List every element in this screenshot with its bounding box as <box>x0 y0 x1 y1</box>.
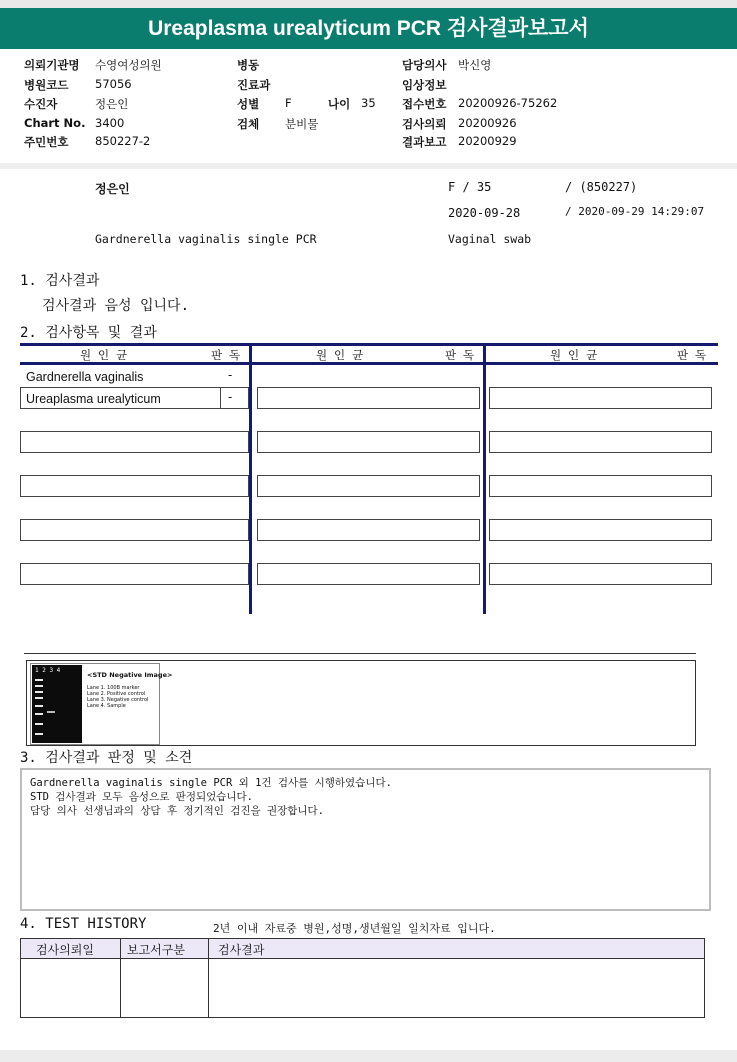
col-organism-1: 원 인 균 <box>80 348 128 362</box>
ward-label: 병동 <box>237 58 260 72</box>
col-organism-3: 원 인 균 <box>550 348 598 362</box>
opinion-line: Gardnerella vaginalis single PCR 외 1건 검사를 시행하였습니다. <box>30 777 392 789</box>
summary-date-reported: / 2020-09-29 14:29:07 <box>565 205 705 218</box>
dept-label: 진료과 <box>237 78 271 92</box>
table-divider-2 <box>483 346 486 614</box>
bottom-strip <box>0 1050 737 1062</box>
empty-cell <box>489 475 712 497</box>
id-value: 850227-2 <box>95 134 151 148</box>
chart-value: 3400 <box>95 116 125 130</box>
code-value: 57056 <box>95 77 132 91</box>
opinion-line: STD 검사결과 모두 음성으로 판정되었습니다. <box>30 791 254 803</box>
col-judgement-3: 판 독 <box>677 348 707 362</box>
empty-cell <box>489 563 712 585</box>
col-judgement-1: 판 독 <box>211 348 241 362</box>
sex-label: 성별 <box>237 97 260 111</box>
patient-label: 수진자 <box>24 97 58 111</box>
specimen-label: 검체 <box>237 117 260 131</box>
institution-label: 의뢰기관명 <box>24 58 80 72</box>
opinion-line: 담당 의사 선생님과의 상담 후 정기적인 검진을 권장합니다. <box>30 805 325 817</box>
summary-test: Gardnerella vaginalis single PCR <box>95 232 317 246</box>
section2-title: 2. 검사항목 및 결과 <box>20 325 157 341</box>
table-top-rule <box>20 343 718 346</box>
institution-value: 수영여성의원 <box>95 58 162 72</box>
gel-photo <box>32 665 82 743</box>
history-divider-1 <box>120 938 121 1018</box>
section4-note: 2년 이내 자료중 병원,성명,생년월일 일치자료 입니다. <box>213 922 496 935</box>
empty-cell <box>257 431 480 453</box>
col-organism-2: 원 인 균 <box>316 348 364 362</box>
age-value: 35 <box>361 96 376 110</box>
request-value: 20200926 <box>458 116 517 130</box>
empty-cell <box>489 387 712 409</box>
history-col-type: 보고서구분 <box>127 943 185 957</box>
clinical-label: 임상정보 <box>402 78 447 92</box>
doctor-label: 담당의사 <box>402 58 447 72</box>
specimen-value: 분비물 <box>285 117 319 131</box>
result-row-organism: Gardnerella vaginalis <box>26 370 144 384</box>
request-label: 검사의뢰 <box>402 117 447 131</box>
empty-cell <box>489 431 712 453</box>
history-divider-2 <box>208 938 209 1018</box>
empty-cell <box>20 431 249 453</box>
result-row-organism: Ureaplasma urealyticum <box>26 392 161 406</box>
doctor-value: 박신영 <box>458 58 492 72</box>
summary-date-received: 2020-09-28 <box>448 206 521 220</box>
history-header <box>20 938 705 959</box>
gel-legend-item: Lane 3. Negative control <box>87 697 149 703</box>
col-judgement-2: 판 독 <box>445 348 475 362</box>
empty-cell <box>489 519 712 541</box>
section1-title: 1. 검사결과 <box>20 273 100 289</box>
empty-cell <box>20 519 249 541</box>
empty-cell <box>20 563 249 585</box>
history-col-date: 검사의뢰일 <box>36 943 94 957</box>
section3-title: 3. 검사결과 판정 및 소견 <box>20 750 193 766</box>
history-body <box>20 958 705 1018</box>
id-label: 주민번호 <box>24 135 69 149</box>
gel-lane-numbers: 1 2 3 4 <box>35 667 61 674</box>
summary-name: 정은인 <box>95 182 130 196</box>
report-label: 결과보고 <box>402 135 447 149</box>
sex-value: F <box>285 96 292 110</box>
age-label: 나이 <box>328 97 351 111</box>
report-title: Ureaplasma urealyticum PCR 검사결과보고서 <box>0 8 737 49</box>
chart-label: Chart No. <box>24 116 86 130</box>
history-col-result: 검사결과 <box>218 943 265 957</box>
top-strip <box>0 0 737 8</box>
gel-legend-item: Lane 1. 100B marker <box>87 685 140 691</box>
header-separator <box>0 163 737 169</box>
patient-value: 정은인 <box>95 97 129 111</box>
receipt-label: 접수번호 <box>402 97 447 111</box>
section4-title: 4. TEST HISTORY <box>20 916 147 932</box>
summary-sex-age: F / 35 <box>448 180 492 194</box>
empty-cell <box>20 475 249 497</box>
result-row-judgement: - <box>228 368 233 382</box>
table-divider-1 <box>249 346 252 614</box>
section1-result: 검사결과 음성 입니다. <box>42 298 190 314</box>
empty-cell <box>257 563 480 585</box>
result-row-judgement: - <box>228 390 233 404</box>
code-label: 병원코드 <box>24 78 69 92</box>
summary-sample: Vaginal swab <box>448 232 532 246</box>
summary-birth: / (850227) <box>565 180 638 194</box>
image-top-rule <box>24 653 696 654</box>
cell-divider <box>220 387 221 409</box>
empty-cell <box>257 519 480 541</box>
gel-legend-item: Lane 2. Positive control <box>87 691 146 697</box>
empty-cell <box>257 475 480 497</box>
report-value: 20200929 <box>458 134 517 148</box>
empty-cell <box>257 387 480 409</box>
gel-caption: <STD Negative Image> <box>87 671 173 679</box>
gel-legend-item: Lane 4. Sample <box>87 703 126 709</box>
receipt-value: 20200926-75262 <box>458 96 558 110</box>
